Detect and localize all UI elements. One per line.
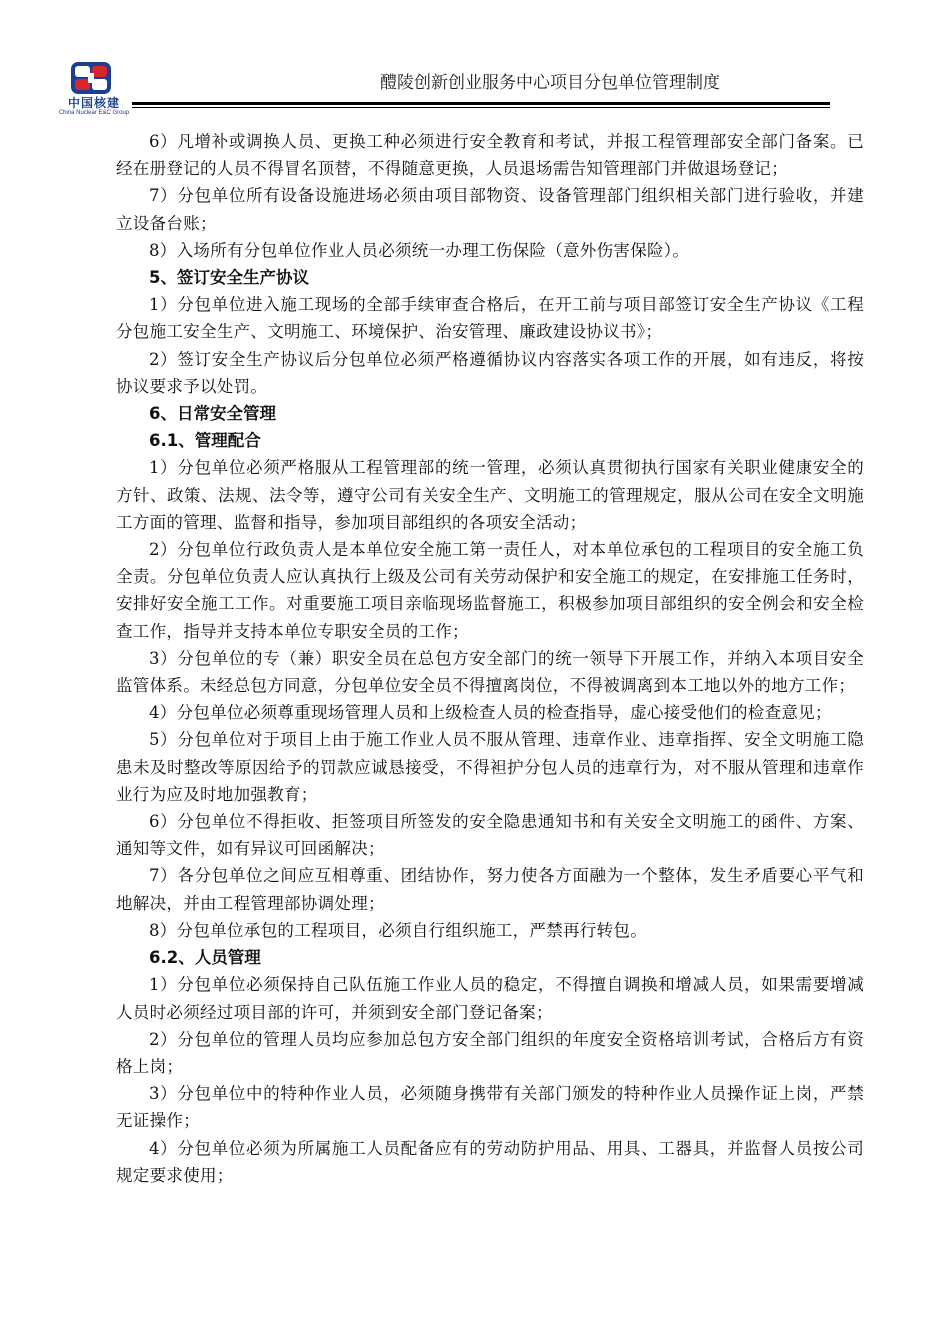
logo-english-text: China Nuclear E&C Group (58, 110, 130, 116)
paragraph: 2）分包单位行政负责人是本单位安全施工第一责任人，对本单位承包的工程项目的安全施工负全责。分包单位负责人应认真执行上级及公司有关劳动保护和安全施工的规定，在安排施工任务时，安排好安全施工工作。对重要施工项目亲临现场监督施工，积极参加项目部组织的安全例会和安全检查工作，指导并支持本单位专职安全员的工作； (116, 540, 864, 641)
paragraph: 2）签订安全生产协议后分包单位必须严格遵循协议内容落实各项工作的开展，如有违反，将按协议要求予以处罚。 (116, 349, 864, 396)
paragraph: 7）各分包单位之间应互相尊重、团结协作，努力使各方面融为一个整体，发生矛盾要心平气和地解决，并由工程管理部协调处理； (116, 866, 864, 913)
paragraph: 2）分包单位的管理人员均应参加总包方安全部门组织的年度安全资格培训考试，合格后方有资格上岗； (116, 1029, 864, 1076)
paragraph: 8）分包单位承包的工程项目，必须自行组织施工，严禁再行转包。 (149, 920, 647, 940)
paragraph: 7）分包单位所有设备设施进场必须由项目部物资、设备管理部门组织相关部门进行验收，并建立设备台账； (116, 186, 864, 233)
document-header-title: 醴陵创新创业服务中心项目分包单位管理制度 (380, 73, 720, 93)
paragraph: 4）分包单位必须为所属施工人员配备应有的劳动防护用品、用具、工器具，并监督人员按公司规定要求使用； (116, 1138, 864, 1185)
paragraph: 5）分包单位对于项目上由于施工作业人员不服从管理、违章作业、违章指挥、安全文明施工隐患未及时整改等原因给予的罚款应诚恳接受，不得袒护分包人员的违章行为，对不服从管理和违章作业行为应及时地加强教育； (116, 730, 864, 804)
paragraph: 6）分包单位不得拒收、拒签项目所签发的安全隐患通知书和有关安全文明施工的函件、方案、通知等文件，如有异议可回函解决； (116, 812, 864, 859)
paragraph: 8）入场所有分包单位作业人员必须统一办理工伤保险（意外伤害保险）。 (149, 240, 690, 260)
company-logo (52, 56, 132, 120)
section-heading: 6、日常安全管理 (149, 404, 276, 424)
cnec-logo-icon (70, 61, 112, 95)
page-header (52, 56, 832, 120)
paragraph: 6）凡增补或调换人员、更换工种必须进行安全教育和考试，并报工程管理部安全部门备案。已经在册登记的人员不得冒名顶替，不得随意更换，人员退场需告知管理部门并做退场登记； (116, 132, 864, 179)
paragraph: 3）分包单位的专（兼）职安全员在总包方安全部门的统一领导下开展工作，并纳入本项目安全监管体系。未经总包方同意，分包单位安全员不得擅离岗位，不得被调离到本工地以外的地方工作； (116, 648, 864, 696)
paragraph: 4）分包单位必须尊重现场管理人员和上级检查人员的检查指导，虚心接受他们的检查意见； (149, 703, 832, 723)
paragraph: 3）分包单位中的特种作业人员，必须随身携带有关部门颁发的特种作业人员操作证上岗，严禁无证操作； (116, 1084, 864, 1131)
document-body (116, 128, 864, 1189)
section-heading: 5、签订安全生产协议 (149, 268, 309, 288)
paragraph: 1）分包单位必须严格服从工程管理部的统一管理，必须认真贯彻执行国家有关职业健康安全的方针、政策、法规、法令等，遵守公司有关安全生产、文明施工的管理规定，服从公司在安全文明施工方面的管理、监督和指导，参加项目部组织的各项安全活动； (116, 458, 864, 532)
paragraph: 1）分包单位必须保持自己队伍施工作业人员的稳定，不得擅自调换和增减人员，如果需要增减人员时必须经过项目部的许可，并须到安全部门登记备案； (116, 975, 864, 1022)
header-rule-thin (132, 107, 830, 108)
subsection-heading: 6.1、管理配合 (149, 431, 261, 451)
paragraph: 1）分包单位进入施工现场的全部手续审查合格后，在开工前与项目部签订安全生产协议《工程分包施工安全生产、文明施工、环境保护、治安管理、廉政建设协议书》； (116, 295, 864, 342)
logo-chinese-text: 中国核建 (67, 96, 120, 110)
header-rule-thick (132, 102, 830, 105)
subsection-heading: 6.2、人员管理 (149, 948, 261, 968)
